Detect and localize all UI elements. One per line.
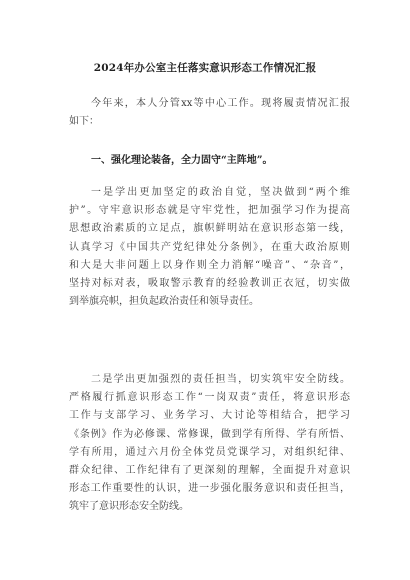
paragraph-line: 筑牢了意识形态安全防线。 [69, 501, 189, 513]
paragraph-line: 群众纪律、工作纪律有了更深刻的理解，全面提升对意识 [69, 465, 350, 477]
paragraph-line: 认真学习《中国共产党纪律处分条例》，在重大政治原则 [69, 241, 350, 253]
intro-line: 如下： [69, 116, 99, 128]
paragraph-line: 和大是大非问题上以身作则全力消解“噪音”、“杂音”， [69, 259, 350, 271]
paragraph-line: 工作与支部学习、业务学习、大讨论等相结合，把学习 [69, 410, 350, 422]
paragraph-line: 坚持对标对表，吸取警示教育的经验教训正衣冠，切实做 [69, 278, 350, 290]
paragraph-line: 护”。守牢意识形态就是守牢党性，把加强学习作为提高 [69, 205, 350, 217]
section-heading: 一、强化理论装备，全力固守“主阵地”。 [91, 155, 273, 166]
paragraph-line: 思想政治素质的立足点，旗帜鲜明站在意识形态第一线， [69, 223, 350, 235]
paragraph-line: 《条例》作为必修课、常修课，做到学有所得、学有所悟、 [69, 428, 350, 440]
intro-line: 今年来，本人分管xx等中心工作。现将履责情况汇报 [91, 98, 350, 109]
paragraph-line: 学有所用，通过六月份全体党员党课学习，对组织纪律、 [69, 446, 350, 458]
paragraph-line: 严格履行抓意识形态工作“一岗双责”责任，将意识形态 [69, 392, 350, 404]
paragraph-line: 二是学出更加强烈的责任担当，切实筑牢安全防线。 [91, 374, 350, 385]
document-title: 2024年办公室主任落实意识形态工作情况汇报 [93, 62, 317, 74]
paragraph-line: 形态工作重要性的认识，进一步强化服务意识和责任担当， [69, 483, 350, 495]
paragraph-line: 一是学出更加坚定的政治自觉，坚决做到“两个维 [91, 187, 350, 198]
intro-paragraph [69, 95, 350, 131]
paragraph-2 [69, 371, 350, 517]
paragraph-line: 到举旗亮帜，担负起政治责任和领导责任。 [69, 296, 259, 308]
paragraph-1 [69, 184, 350, 311]
